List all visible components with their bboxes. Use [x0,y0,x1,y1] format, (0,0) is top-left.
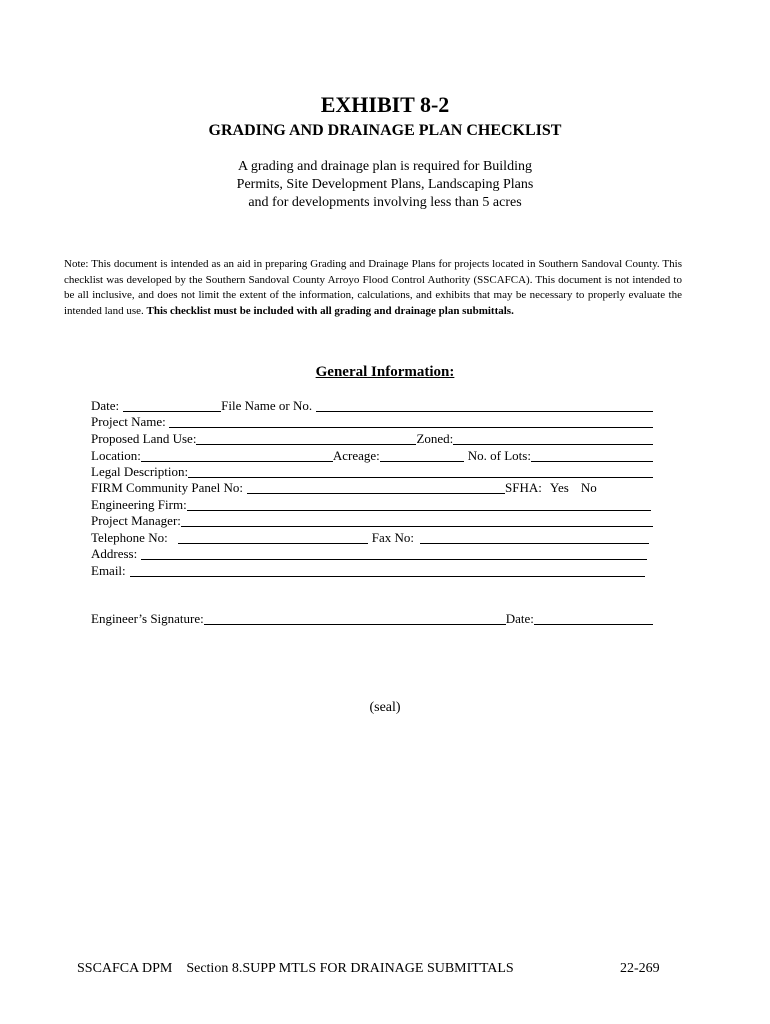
project-name-label: Project Name: [91,414,166,429]
intro-paragraph [0,158,770,212]
intro-line: A grading and drainage plan is required for Building [238,159,532,174]
legal-field[interactable] [188,465,653,478]
footer-section-text: SSCAFCA DPM Section 8.SUPP MTLS FOR DRAINAGE SUBMITTALS [77,961,514,976]
land-use-field[interactable] [196,432,416,445]
file-field[interactable] [316,399,653,412]
phone-field[interactable] [178,531,368,544]
phone-row [91,530,653,546]
address-row [91,546,653,562]
zoned-field[interactable] [453,432,653,445]
pm-label: Project Manager: [91,513,181,528]
firm-row [91,480,653,496]
lots-label: No. of Lots: [467,448,531,463]
phone-label: Telephone No: [91,530,168,545]
exhibit-title: EXHIBIT 8-2 [320,92,450,117]
sig-date-field[interactable] [534,612,653,625]
address-field[interactable] [141,547,647,560]
location-label: Location: [91,448,141,463]
seal-placeholder: (seal) [369,700,401,715]
eng-firm-field[interactable] [187,498,651,511]
signature-label: Engineer’s Signature: [91,611,204,626]
sfha-no-option[interactable]: No [580,480,597,495]
project-name-field[interactable] [169,415,653,428]
note-paragraph [64,257,682,319]
signature-row [91,611,653,627]
firm-field[interactable] [247,481,505,494]
email-field[interactable] [130,564,645,577]
fax-label: Fax No: [371,530,414,545]
intro-line: and for developments involving less than 5 acres [248,195,522,210]
sfha-yes-option[interactable]: Yes [549,480,569,495]
firm-label: FIRM Community Panel No: [91,480,244,495]
intro-line: Permits, Site Development Plans, Landscaping Plans [236,177,534,192]
general-info-heading: General Information: [315,364,455,380]
address-label: Address: [91,546,138,561]
eng-firm-label: Engineering Firm: [91,497,187,512]
sig-date-label: Date: [505,611,534,626]
lots-field[interactable] [531,449,653,462]
location-field[interactable] [141,449,333,462]
email-label: Email: [91,563,126,578]
pm-row [91,513,653,529]
fax-field[interactable] [420,531,649,544]
land-use-label: Proposed Land Use: [91,431,197,446]
acreage-field[interactable] [380,449,464,462]
note-text: Note: This document is intended as an aid in preparing Grading and Drainage Plans for projects located in Southern Sandoval County. This checklist was developed by the Southern Sandoval County Arroyo Flood Control Authority (SSCAFCA). This document is not intended to be all inclusive, and does not limit the extent of the information, calculations, and exhibits that may be necessary to properly evaluate the intended land use. [64,258,682,317]
date-field[interactable] [123,399,221,412]
legal-row [91,464,653,480]
note-bold-text: This checklist must be included with all grading and drainage plan submittals. [146,304,514,317]
eng-firm-row [91,497,653,513]
legal-label: Legal Description: [91,464,189,479]
zoned-label: Zoned: [416,431,454,446]
date-label: Date: [91,398,120,413]
signature-field[interactable] [204,612,506,625]
date-file-row [91,398,653,414]
footer-page-number: 22-269 [620,961,660,976]
pm-field[interactable] [181,514,653,527]
location-row [91,448,653,464]
land-use-row [91,431,653,447]
sfha-label: SFHA: [505,480,542,495]
project-name-row [91,414,653,430]
file-label: File Name or No. [221,398,313,413]
email-row [91,563,653,579]
checklist-title: GRADING AND DRAINAGE PLAN CHECKLIST [208,122,562,139]
acreage-label: Acreage: [332,448,380,463]
